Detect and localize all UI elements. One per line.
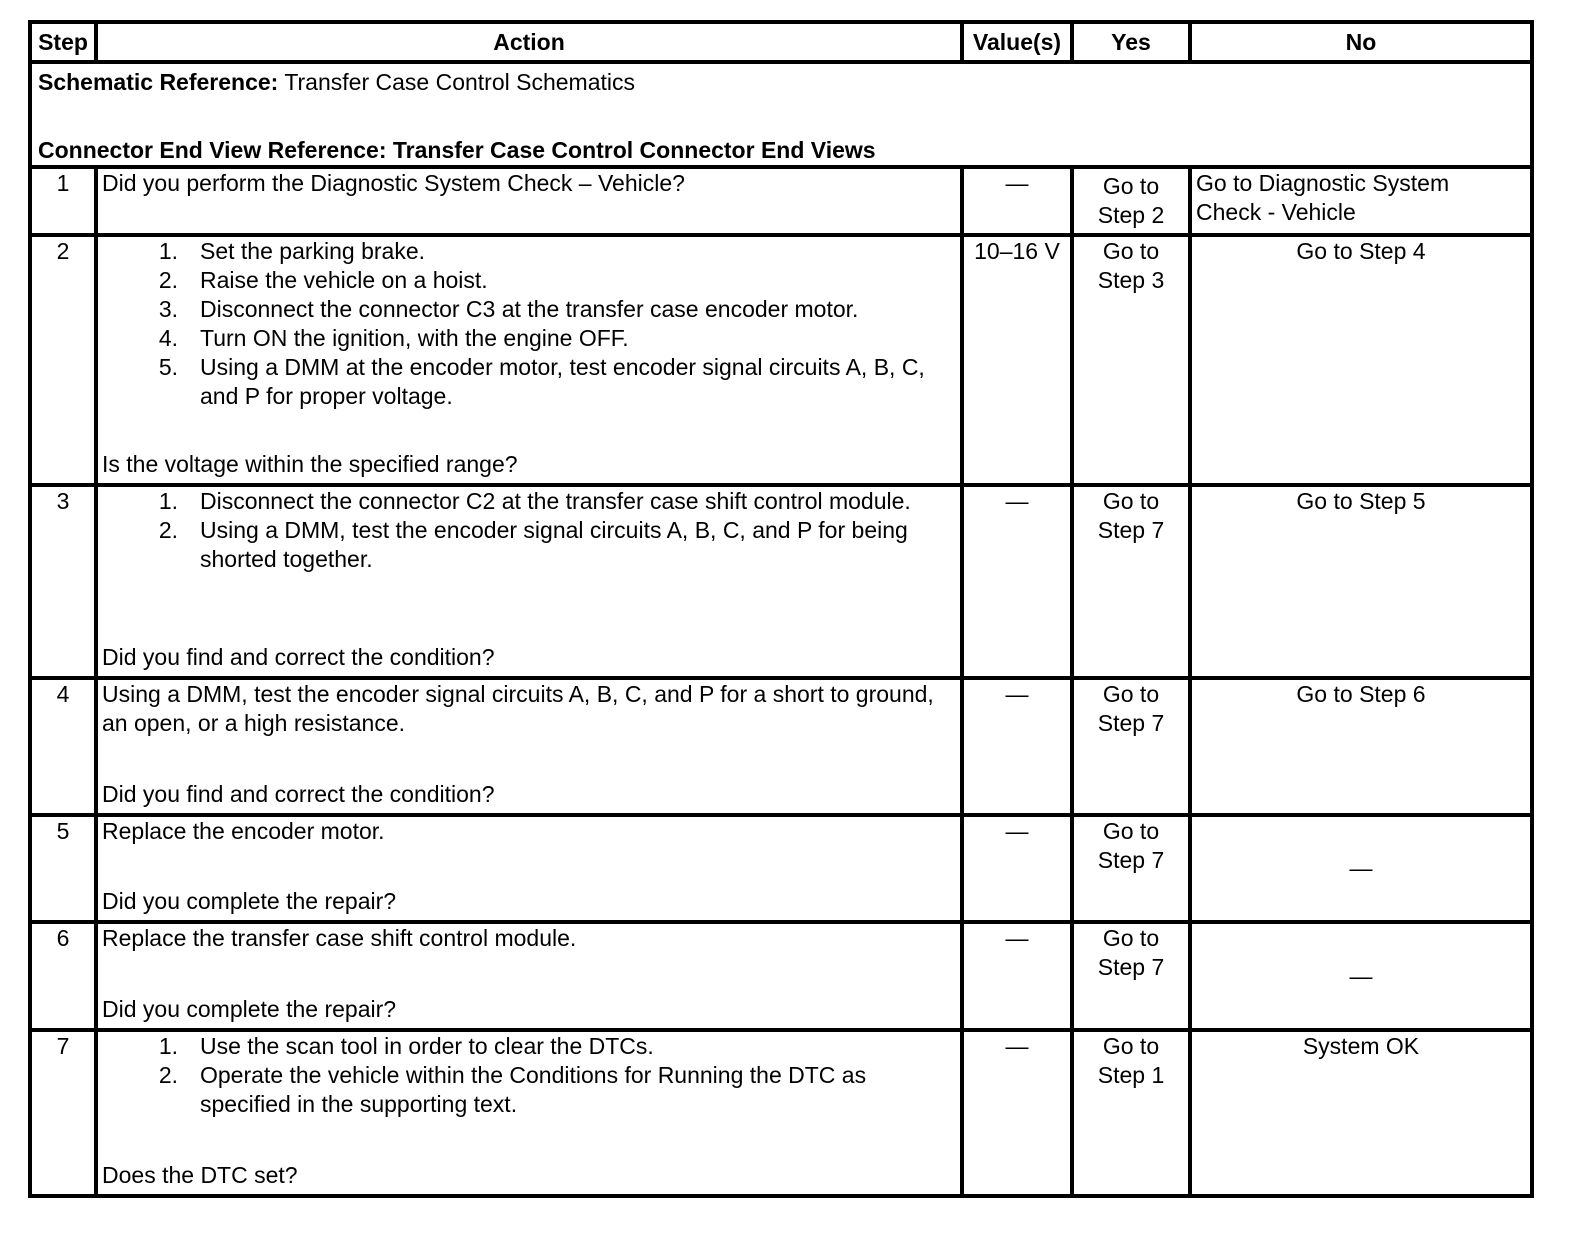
- step-number: 6: [30, 922, 96, 1030]
- substep-number: 1.: [158, 488, 178, 514]
- substep-number: 2.: [158, 1062, 178, 1088]
- substep-text: Using a DMM at the encoder motor, test encoder signal circuits A, B, C, and P for proper voltage.: [200, 354, 925, 409]
- table-row: [30, 167, 1532, 235]
- no-cell[interactable]: System OK: [1190, 1030, 1532, 1196]
- action-top: [102, 817, 956, 846]
- substep-item: [102, 1061, 956, 1119]
- value-cell: —: [962, 815, 1072, 922]
- diagnostic-table: [28, 20, 1534, 1198]
- action-question: Did you find and correct the condition?: [102, 781, 495, 807]
- substep-item: [102, 516, 956, 574]
- substep-item: [102, 237, 956, 266]
- action-question: Is the voltage within the specified range?: [102, 451, 518, 477]
- substep-item: [102, 487, 956, 516]
- value-cell: 10–16 V: [962, 235, 1072, 485]
- table-row: [30, 678, 1532, 815]
- substep-number: 3.: [158, 296, 178, 322]
- action-question: Did you find and correct the condition?: [102, 644, 495, 670]
- table-row: [30, 815, 1532, 922]
- reference-row: [30, 62, 1532, 167]
- action-cell: [96, 485, 962, 678]
- no-cell[interactable]: Go to Step 5: [1190, 485, 1532, 678]
- action-content: [102, 817, 956, 916]
- schematic-reference-label: Schematic Reference:: [38, 69, 279, 95]
- substep-number: 1.: [158, 1033, 178, 1059]
- yes-cell[interactable]: Go to Step 7: [1072, 922, 1190, 1030]
- action-substeps: [102, 237, 956, 411]
- substep-text: Turn ON the ignition, with the engine OFF.: [200, 325, 629, 351]
- action-instruction: Using a DMM, test the encoder signal circuits A, B, C, and P for a short to ground, an open, or a high resistance.: [102, 681, 934, 736]
- action-content: [102, 237, 956, 479]
- substep-item: [102, 295, 956, 324]
- no-cell[interactable]: Go to Diagnostic System Check - Vehicle: [1190, 167, 1532, 235]
- step-number: 2: [30, 235, 96, 485]
- yes-cell[interactable]: Go to Step 7: [1072, 678, 1190, 815]
- action-content: [102, 487, 956, 672]
- schematic-reference: [38, 68, 635, 97]
- step-number: 7: [30, 1030, 96, 1196]
- substep-item: [102, 1032, 956, 1061]
- action-top: [102, 487, 956, 574]
- substep-text: Operate the vehicle within the Conditions for Running the DTC as specified in the supporting text.: [200, 1062, 867, 1117]
- action-cell: [96, 235, 962, 485]
- action-cell: [96, 815, 962, 922]
- action-instruction: Did you perform the Diagnostic System Check – Vehicle?: [102, 170, 685, 196]
- step-number: 5: [30, 815, 96, 922]
- value-cell: —: [962, 167, 1072, 235]
- header-step: Step: [30, 22, 96, 62]
- action-cell: [96, 167, 962, 235]
- value-cell: —: [962, 1030, 1072, 1196]
- no-cell: —: [1190, 815, 1532, 922]
- value-cell: —: [962, 485, 1072, 678]
- substep-number: 5.: [158, 354, 178, 380]
- header-no: No: [1190, 22, 1532, 62]
- header-yes: Yes: [1072, 22, 1190, 62]
- value-cell: —: [962, 922, 1072, 1030]
- action-top: [102, 237, 956, 411]
- yes-cell[interactable]: Go to Step 7: [1072, 815, 1190, 922]
- action-question: Does the DTC set?: [102, 1162, 298, 1188]
- substep-text: Set the parking brake.: [200, 238, 426, 264]
- connector-reference[interactable]: Connector End View Reference: Transfer Case Control Connector End Views: [38, 137, 876, 163]
- no-cell: —: [1190, 922, 1532, 1030]
- substep-item: [102, 324, 956, 353]
- yes-cell[interactable]: Go to Step 2: [1072, 167, 1190, 235]
- reference-cell: [30, 62, 1532, 167]
- action-question: Did you complete the repair?: [102, 996, 397, 1022]
- action-instruction: Replace the encoder motor.: [102, 818, 385, 844]
- table-row: [30, 1030, 1532, 1196]
- header-values: Value(s): [962, 22, 1072, 62]
- substep-text: Raise the vehicle on a hoist.: [200, 267, 488, 293]
- step-number: 3: [30, 485, 96, 678]
- action-top: [102, 924, 956, 953]
- substep-number: 1.: [158, 238, 178, 264]
- header-row: [30, 22, 1532, 62]
- action-substeps: [102, 1032, 956, 1119]
- substep-text: Disconnect the connector C3 at the transfer case encoder motor.: [200, 296, 859, 322]
- action-cell: [96, 922, 962, 1030]
- action-top: [102, 1032, 956, 1119]
- yes-cell[interactable]: Go to Step 1: [1072, 1030, 1190, 1196]
- action-content: [102, 680, 956, 809]
- schematic-reference-link[interactable]: Transfer Case Control Schematics: [284, 69, 635, 95]
- substep-number: 4.: [158, 325, 178, 351]
- action-content: [102, 1032, 956, 1190]
- action-question: Did you complete the repair?: [102, 888, 397, 914]
- yes-cell[interactable]: Go to Step 7: [1072, 485, 1190, 678]
- action-top: [102, 680, 956, 738]
- action-top: [102, 169, 956, 198]
- step-number: 4: [30, 678, 96, 815]
- action-cell: [96, 1030, 962, 1196]
- step-number: 1: [30, 167, 96, 235]
- substep-item: [102, 353, 956, 411]
- table-row: [30, 485, 1532, 678]
- table-row: [30, 922, 1532, 1030]
- table-row: [30, 235, 1532, 485]
- header-action: Action: [96, 22, 962, 62]
- substep-number: 2.: [158, 267, 178, 293]
- action-content: [102, 924, 956, 1024]
- substep-text: Use the scan tool in order to clear the DTCs.: [200, 1033, 654, 1059]
- substep-text: Disconnect the connector C2 at the transfer case shift control module.: [200, 488, 911, 514]
- action-instruction: Replace the transfer case shift control module.: [102, 925, 577, 951]
- value-cell: —: [962, 678, 1072, 815]
- yes-cell[interactable]: Go to Step 3: [1072, 235, 1190, 485]
- no-cell[interactable]: Go to Step 4: [1190, 235, 1532, 485]
- substep-item: [102, 266, 956, 295]
- no-cell[interactable]: Go to Step 6: [1190, 678, 1532, 815]
- substep-text: Using a DMM, test the encoder signal circuits A, B, C, and P for being shorted together.: [200, 517, 908, 572]
- substep-number: 2.: [158, 517, 178, 543]
- action-content: [102, 169, 956, 229]
- action-cell: [96, 678, 962, 815]
- action-substeps: [102, 487, 956, 574]
